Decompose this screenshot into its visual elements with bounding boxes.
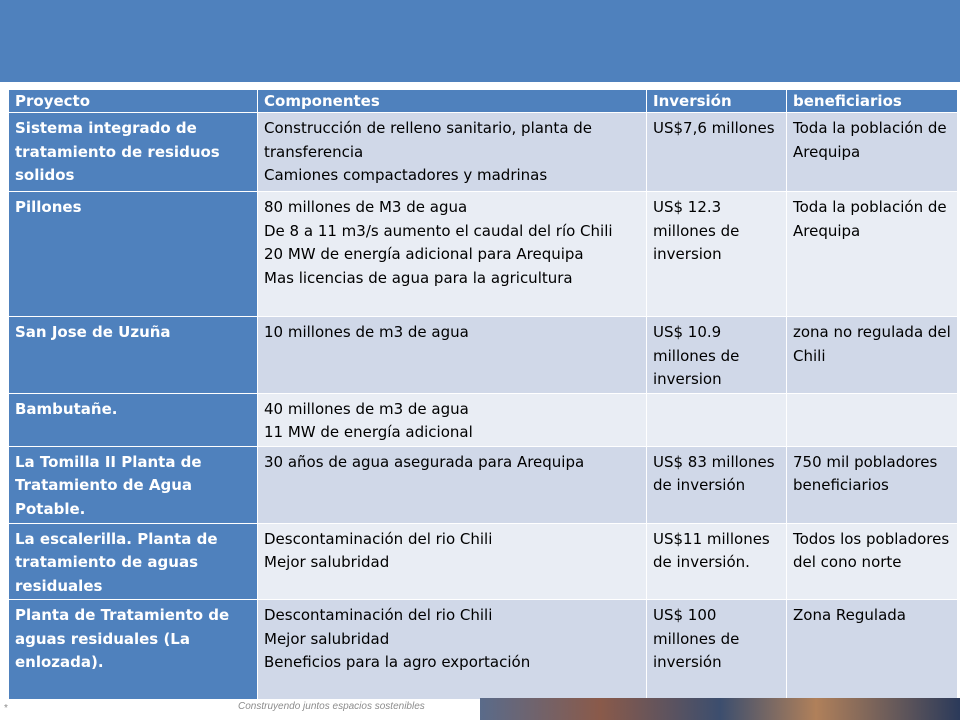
- beneficiaries-cell: Zona Regulada: [787, 600, 958, 700]
- table-row: [9, 317, 958, 394]
- components-cell: 80 millones de M3 de agua De 8 a 11 m3/s aumento el caudal del río Chili 20 MW de energía adicional para Arequipa Mas licencias de agua para la agricultura: [258, 192, 647, 317]
- title-banner: [0, 0, 960, 82]
- project-cell: Sistema integrado de tratamiento de residuos solidos: [9, 113, 258, 192]
- components-cell: 10 millones de m3 de agua: [258, 317, 647, 394]
- header-beneficiarios: beneficiarios: [787, 90, 958, 113]
- table-row: [9, 113, 958, 192]
- beneficiaries-cell: zona no regulada del Chili: [787, 317, 958, 394]
- footer-photo-strip: [480, 698, 960, 720]
- header-proyecto: Proyecto: [9, 90, 258, 113]
- project-cell: La escalerilla. Planta de tratamiento de aguas residuales: [9, 523, 258, 600]
- table-row: [9, 192, 958, 317]
- footer-slogan: Construyendo juntos espacios sostenibles: [238, 701, 425, 712]
- project-cell: San Jose de Uzuña: [9, 317, 258, 394]
- header-componentes: Componentes: [258, 90, 647, 113]
- table-header-row: [9, 90, 958, 113]
- beneficiaries-cell: 750 mil pobladores beneficiarios: [787, 446, 958, 523]
- project-cell: Pillones: [9, 192, 258, 317]
- table-row: [9, 523, 958, 600]
- table-row: [9, 393, 958, 446]
- projects-table: [8, 89, 958, 700]
- footer-marker: *: [4, 703, 8, 714]
- beneficiaries-cell: Toda la población de Arequipa: [787, 192, 958, 317]
- table-row: [9, 600, 958, 700]
- header-inversion: Inversión: [647, 90, 787, 113]
- components-cell: Descontaminación del rio Chili Mejor salubridad: [258, 523, 647, 600]
- project-cell: Planta de Tratamiento de aguas residuales (La enlozada).: [9, 600, 258, 700]
- project-cell: La Tomilla II Planta de Tratamiento de Agua Potable.: [9, 446, 258, 523]
- beneficiaries-cell: [787, 393, 958, 446]
- investment-cell: US$11 millones de inversión.: [647, 523, 787, 600]
- investment-cell: US$ 10.9 millones de inversion: [647, 317, 787, 394]
- components-cell: 40 millones de m3 de agua 11 MW de energía adicional: [258, 393, 647, 446]
- components-cell: Descontaminación del rio Chili Mejor salubridad Beneficios para la agro exportación: [258, 600, 647, 700]
- beneficiaries-cell: Todos los pobladores del cono norte: [787, 523, 958, 600]
- investment-cell: [647, 393, 787, 446]
- beneficiaries-cell: Toda la población de Arequipa: [787, 113, 958, 192]
- investment-cell: US$ 83 millones de inversión: [647, 446, 787, 523]
- table-row: [9, 446, 958, 523]
- investment-cell: US$ 100 millones de inversión: [647, 600, 787, 700]
- components-cell: 30 años de agua asegurada para Arequipa: [258, 446, 647, 523]
- investment-cell: US$ 12.3 millones de inversion: [647, 192, 787, 317]
- components-cell: Construcción de relleno sanitario, planta de transferencia Camiones compactadores y madrinas: [258, 113, 647, 192]
- project-cell: Bambutañe.: [9, 393, 258, 446]
- investment-cell: US$7,6 millones: [647, 113, 787, 192]
